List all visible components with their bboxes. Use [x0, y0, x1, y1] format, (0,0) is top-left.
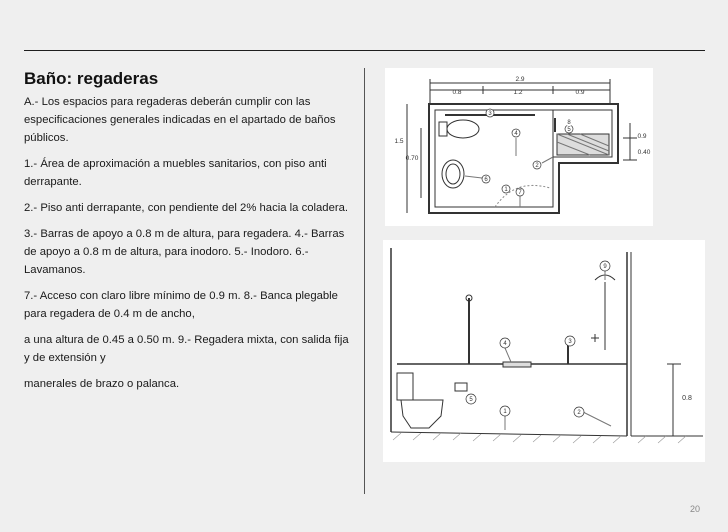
callout-2: 2 [577, 410, 581, 416]
top-rule [24, 50, 705, 51]
dimension-label: 0.40 [637, 149, 651, 156]
dimension-label: 2.9 [515, 76, 525, 83]
callout-8: 8 [567, 120, 571, 126]
dimension-label: 0.8 [682, 395, 692, 402]
callout-2: 2 [535, 163, 539, 169]
page-number: 20 [690, 504, 701, 514]
list-item: a una altura de 0.45 a 0.50 m. 9.- Regadera mixta, con salida fija y de extensión y [24, 334, 349, 364]
callout-3: 3 [568, 339, 572, 345]
callout-7: 7 [518, 190, 522, 196]
callout-4: 4 [514, 131, 518, 137]
callout-5: 5 [469, 397, 473, 403]
list-item: 7.- Acceso con claro libre mínimo de 0.9 m. 8.- Banca plegable para regadera de 0.4 m de ancho, [24, 290, 338, 320]
page-title: Baño: regaderas [24, 69, 159, 88]
callout-3: 3 [488, 111, 492, 117]
list-item: 2.- Piso anti derrapante, con pendiente del 2% hacia la coladera. [24, 202, 349, 214]
list-item: manerales de brazo o palanca. [24, 378, 180, 390]
callout-5: 5 [567, 127, 571, 133]
dimension-label: 1.2 [513, 89, 523, 96]
callout-6: 6 [484, 177, 488, 183]
body-text [24, 93, 354, 401]
dimension-label: 0.9 [637, 133, 647, 140]
intro-paragraph: A.- Los espacios para regaderas deberán cumplir con las especificaciones generales indicadas en el apartado de baños públicos. [24, 96, 336, 144]
elevation-drawing [383, 240, 705, 462]
callout-1: 1 [503, 409, 507, 415]
callout-4: 4 [503, 341, 507, 347]
list-item: 3.- Barras de apoyo a 0.8 m de altura, para regadera. 4.- Barras de apoyo a 0.8 m de altura, para inodoro. 5.- Inodoro. 6.- Lavamanos. [24, 228, 345, 276]
callout-1: 1 [504, 187, 508, 193]
floor-plan-drawing [385, 68, 653, 226]
dimension-label: 1.5 [394, 138, 404, 145]
dimension-label: 0.9 [575, 89, 585, 96]
callout-9: 9 [603, 264, 607, 270]
dimension-label: 0.70 [405, 155, 419, 162]
dimension-label: 0.8 [452, 89, 462, 96]
list-item: 1.- Área de aproximación a muebles sanitarios, con piso anti derrapante. [24, 158, 327, 188]
column-divider [364, 68, 365, 494]
